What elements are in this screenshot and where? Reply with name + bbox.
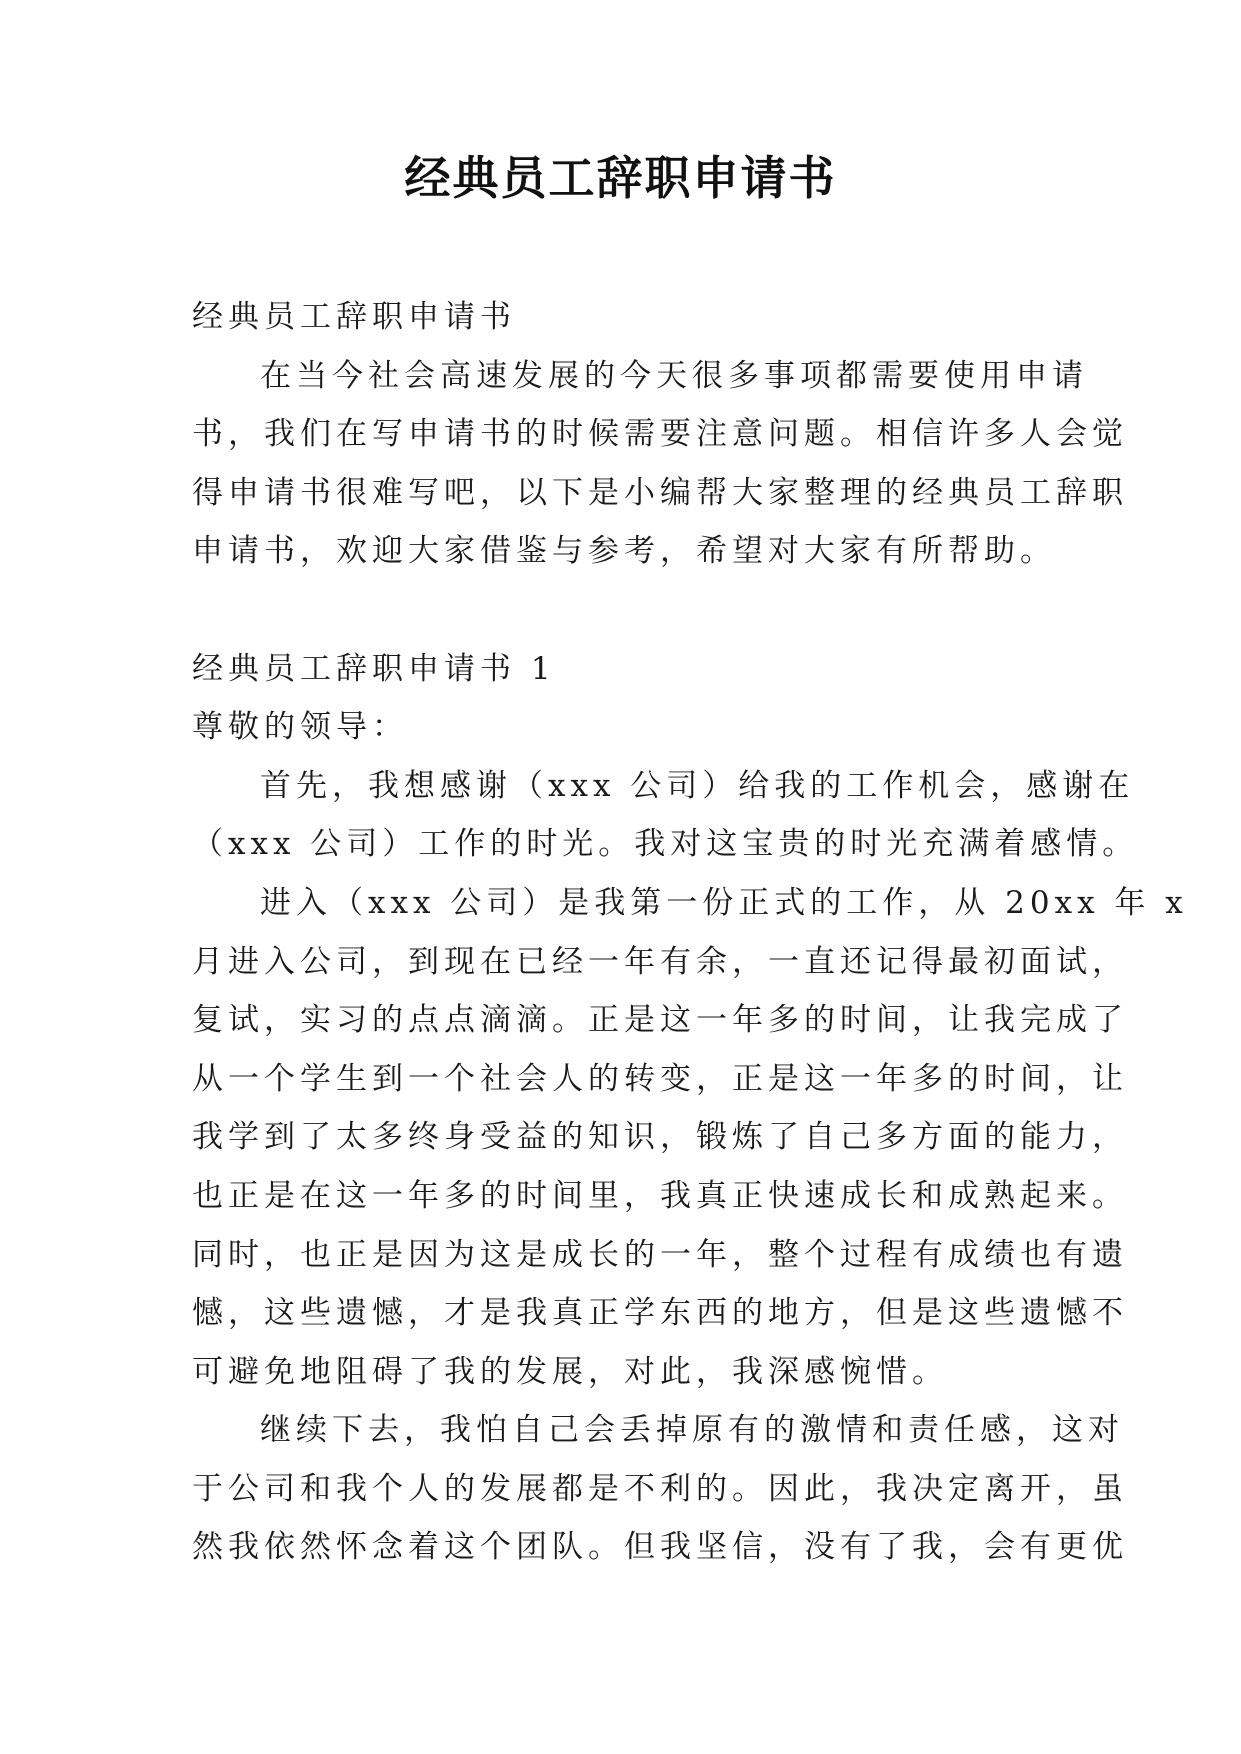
- text-line: 申请书，欢迎大家借鉴与参考，希望对大家有所帮助。: [192, 533, 1056, 570]
- text-line: 首先，我想感谢（xxx 公司）给我的工作机会，感谢在: [260, 767, 1135, 804]
- text-line: 书，我们在写申请书的时候需要注意问题。相信许多人会觉: [192, 416, 1128, 453]
- text-line: 从一个学生到一个社会人的转变，正是这一年多的时间，让: [192, 1060, 1128, 1097]
- text-line: 继续下去，我怕自己会丢掉原有的激情和责任感，这对: [260, 1412, 1124, 1449]
- text-line: 同时，也正是因为这是成长的一年，整个过程有成绩也有遗: [192, 1236, 1128, 1273]
- text-line: 复试，实习的点点滴滴。正是这一年多的时间，让我完成了: [192, 1002, 1128, 1039]
- salutation: 尊敬的领导：: [192, 709, 408, 746]
- text-line: 进入（xxx 公司）是我第一份正式的工作，从 20xx 年 x: [260, 884, 1188, 921]
- section-heading: 经典员工辞职申请书 1: [192, 650, 556, 687]
- text-line: 于公司和我个人的发展都是不利的。因此，我决定离开，虽: [192, 1470, 1128, 1507]
- text-line: 然我依然怀念着这个团队。但我坚信，没有了我，会有更优: [192, 1529, 1128, 1566]
- text-line: 经典员工辞职申请书: [192, 299, 516, 335]
- text-line: 月进入公司，到现在已经一年有余，一直还记得最初面试，: [192, 943, 1128, 980]
- document-body: [192, 288, 1188, 1577]
- text-line: 得申请书很难写吧，以下是小编帮大家整理的经典员工辞职: [192, 474, 1128, 511]
- text-line: （xxx 公司）工作的时光。我对这宝贵的时光充满着感情。: [192, 826, 1139, 863]
- text-line: 我学到了太多终身受益的知识，锻炼了自己多方面的能力，: [192, 1119, 1128, 1156]
- blank-line: [192, 581, 1072, 640]
- text-line: 可避免地阻碍了我的发展，对此，我深感惋惜。: [192, 1353, 948, 1390]
- page-title: 经典员工辞职申请书: [404, 151, 837, 205]
- text-line: 在当今社会高速发展的今天很多事项都需要使用申请: [260, 357, 1088, 394]
- text-line: 憾，这些遗憾，才是我真正学东西的地方，但是这些遗憾不: [192, 1295, 1128, 1332]
- text-line: 也正是在这一年多的时间里，我真正快速成长和成熟起来。: [192, 1177, 1128, 1214]
